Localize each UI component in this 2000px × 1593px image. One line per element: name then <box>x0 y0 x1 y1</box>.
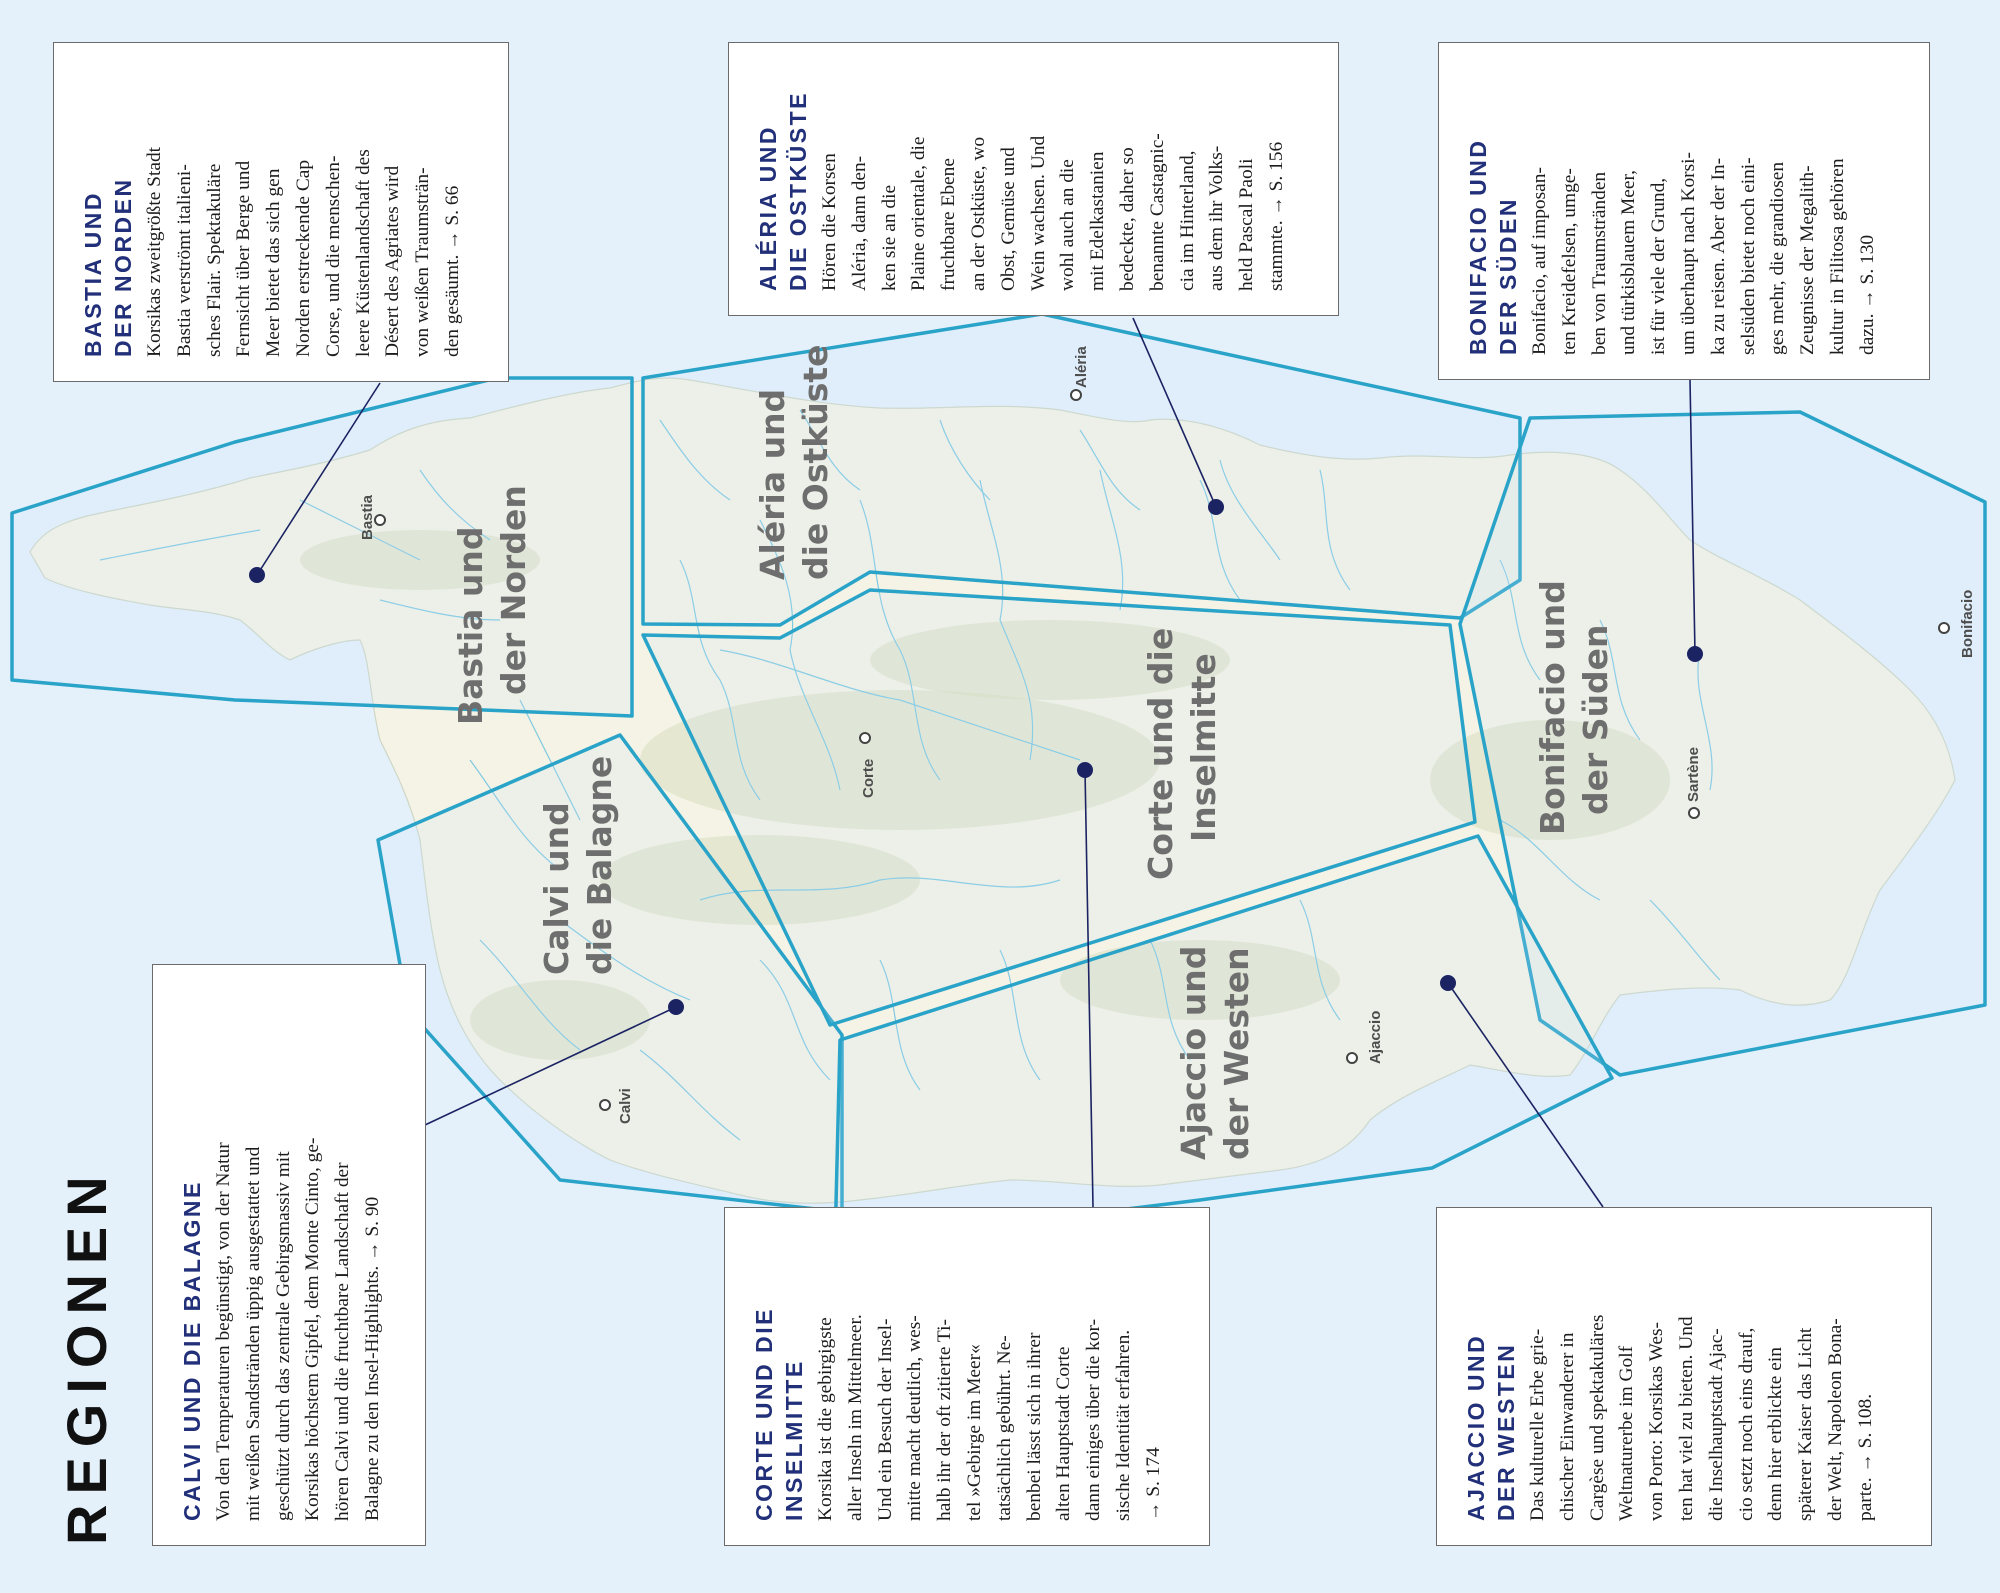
region-label-corte: Corte und die Inselmitte <box>1141 627 1223 880</box>
info-box-title: BONIFACIO UND DER SÜDEN <box>1465 138 1521 355</box>
svg-text:Bonifacio: Bonifacio <box>1959 589 1976 658</box>
svg-text:Calvi: Calvi <box>617 1088 634 1124</box>
region-label-calvi: Calvi und die Balagne <box>537 755 619 975</box>
marker-corte <box>1077 762 1093 778</box>
info-box-aleria <box>728 42 1339 316</box>
info-box-text: Hören die Korsen Aléria, dann den- ken sie an die Plaine orientale, die fruchtbare Ebene an der Ostküste, wo Obst, Gemüse und Wein wachsen. Und wohl auch an die mit Edelkastanien bedeckte, daher so benannte Castagnic- cia im Hinterland, aus dem ihr Volks- held Pascal Paoli stammte. → S. 156 <box>819 133 1287 291</box>
info-box-text: Das kulturelle Erbe grie- chischer Einwanderer in Cargèse und spektakuläres Weltnaturerbe im Golf von Porto: Korsikas Wes- ten hat viel zu bieten. Und die Inselhauptstadt Ajac- cio setzt noch eins drauf, denn hier erblickte ein späterer Kaiser das Licht der Welt, Napoleon Bona- parte. → S. 108. <box>1527 1314 1876 1521</box>
region-label-bonifacio: Bonifacio und der Süden <box>1533 580 1615 835</box>
svg-text:Corte: Corte <box>860 758 877 798</box>
info-box-title: CORTE UND DIE INSELMITTE <box>751 1307 807 1521</box>
marker-bastia <box>249 567 265 583</box>
info-box-title: ALÉRIA UND DIE OSTKÜSTE <box>755 91 811 291</box>
info-box-bastia <box>53 42 509 382</box>
info-box-title: AJACCIO UND DER WESTEN <box>1463 1333 1519 1521</box>
marker-ajaccio <box>1440 975 1456 991</box>
marker-bonifacio <box>1687 646 1703 662</box>
region-label-ajaccio: Ajaccio und der Westen <box>1174 945 1256 1160</box>
marker-calvi <box>668 999 684 1015</box>
info-box-text: Bonifacio, auf imposan- ten Kreidefelsen, umge- ben von Traumstränden und türkisblauem Meer, ist für viele der Grund, um überhaupt nach Korsi- ka zu reisen. Aber der In- selsüden bietet noch eini- ges mehr, die grandiosen Zeugnisse der Megalith- kultur in Filitosa gehören dazu. → S. 130 <box>1529 151 1878 355</box>
info-box-title: CALVI UND DIE BALAGNE <box>179 1180 205 1521</box>
region-label-bastia: Bastia und der Norden <box>451 485 533 725</box>
svg-text:Bastia: Bastia <box>359 494 376 540</box>
info-box-calvi <box>152 964 426 1546</box>
region-label-aleria: Aléria und die Ostküste <box>753 344 835 580</box>
info-box-text: Korsika ist die gebirgigste aller Inseln im Mittelmeer. Und ein Besuch der Insel- mitte macht deutlich, wes- halb ihr der oft zitierte Ti- tel »Gebirge im Meer« tatsächlich gebührt. Ne- benbei lässt sich in ihrer alten Hauptstadt Corte dann einiges über die kor- sische Identität erfahren. → S. 174 <box>815 1314 1164 1521</box>
info-box-title: BASTIA UND DER NORDEN <box>80 177 136 357</box>
info-box-bonifacio <box>1438 42 1930 380</box>
svg-text:Aléria: Aléria <box>1073 346 1090 388</box>
info-box-text: Von den Temperaturen begünstigt, von der Natur mit weißen Sandstränden üppig ausgestattet und geschützt durch das zentrale Gebirgsmassiv mit Korsikas höchstem Gipfel, dem Monte Cinto, ge- hören Calvi und die fruchtbare Landschaft der Balagne zu den Insel-Highlights. → S. 90 <box>213 1137 383 1521</box>
marker-aleria <box>1208 499 1224 515</box>
svg-text:Sartène: Sartène <box>1685 746 1702 802</box>
info-box-text: Korsikas zweitgrößte Stadt Bastia verströmt italieni- sches Flair. Spektakuläre Fernsicht über Berge und Meer bietet das sich gen Norden erstreckende Cap Corse, und die menschen- leere Küstenlandschaft des Désert des Agriates wird von weißen Traumsträn- den gesäumt. → S. 66 <box>144 146 463 357</box>
info-box-corte <box>724 1207 1210 1546</box>
info-box-ajaccio <box>1436 1207 1932 1546</box>
svg-text:Ajaccio: Ajaccio <box>1367 1010 1384 1064</box>
page-title: REGIONEN <box>55 1166 118 1545</box>
